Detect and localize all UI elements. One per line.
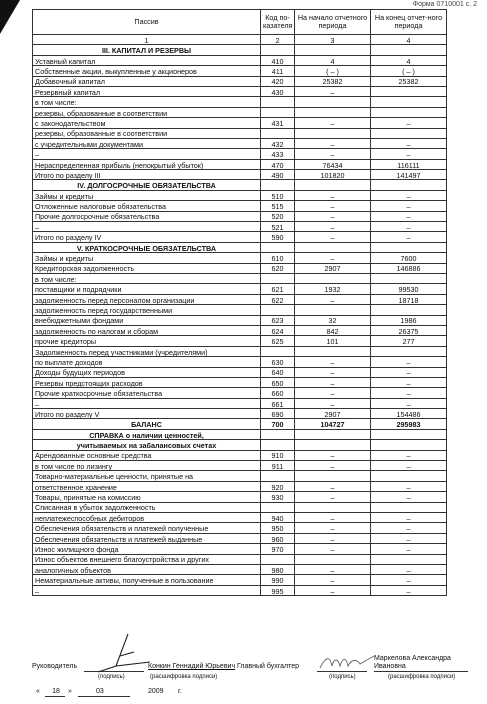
row-start-value: 32 [295, 315, 371, 325]
table-row [33, 170, 447, 180]
table-row [33, 211, 447, 221]
table-row [33, 398, 447, 408]
row-code: 521 [261, 222, 295, 232]
row-code: 623 [261, 315, 295, 325]
row-code [261, 242, 295, 252]
row-code: 990 [261, 575, 295, 585]
date-month-line [78, 696, 130, 697]
row-code: 910 [261, 450, 295, 460]
row-label: Итого по разделу V [33, 409, 261, 419]
row-label: – [33, 222, 261, 232]
row-end-value [371, 128, 447, 138]
row-code [261, 471, 295, 481]
row-code: 640 [261, 367, 295, 377]
row-end-value: – [371, 138, 447, 148]
row-end-value: 4 [371, 55, 447, 65]
row-code: 431 [261, 118, 295, 128]
row-end-value: – [371, 481, 447, 491]
row-end-value: 277 [371, 336, 447, 346]
row-label: Уставный капитал [33, 55, 261, 65]
row-start-value [295, 554, 371, 564]
table-row [33, 357, 447, 367]
table-row [33, 523, 447, 533]
table-row [33, 222, 447, 232]
row-code: 411 [261, 66, 295, 76]
row-end-value: – [371, 232, 447, 242]
row-code [261, 107, 295, 117]
chief-name-line2: Ивановна [374, 663, 406, 670]
row-code: 520 [261, 211, 295, 221]
row-label: Износ жилищного фонда [33, 544, 261, 554]
row-code: 995 [261, 585, 295, 595]
row-label: резервы, образованные в соответствии [33, 107, 261, 117]
chief-label: Главный бухгалтер [237, 663, 299, 670]
row-start-value [295, 471, 371, 481]
row-end-value [371, 305, 447, 315]
row-end-value: – [371, 450, 447, 460]
row-start-value: – [295, 512, 371, 522]
table-row [33, 232, 447, 242]
row-label: Нематериальные активы, полученные в пользование [33, 575, 261, 585]
row-label: Задолженность перед участниками (учредителями) [33, 346, 261, 356]
table-row [33, 107, 447, 117]
row-start-value: 104727 [295, 419, 371, 429]
row-start-value: – [295, 481, 371, 491]
chief-signature-scribble [318, 654, 378, 672]
row-label: Прочие краткосрочные обязательства [33, 388, 261, 398]
table-row [33, 294, 447, 304]
row-label: Займы и кредиты [33, 253, 261, 263]
row-label: с учредительными документами [33, 138, 261, 148]
table-row [33, 201, 447, 211]
row-start-value: 1932 [295, 284, 371, 294]
row-code: 970 [261, 544, 295, 554]
row-label: ответственное хранение [33, 481, 261, 491]
table-row [33, 585, 447, 595]
row-end-value: – [371, 564, 447, 574]
row-start-value: ( – ) [295, 66, 371, 76]
index-cell: 1 [33, 35, 261, 45]
row-code: 690 [261, 409, 295, 419]
row-code: 622 [261, 294, 295, 304]
row-start-value: 25382 [295, 76, 371, 86]
row-label: III. КАПИТАЛ И РЕЗЕРВЫ [33, 45, 261, 55]
table-row [33, 263, 447, 273]
head-caption-decode: (расшифровка подписи) [150, 674, 218, 680]
header-passive: Пассив [33, 10, 261, 35]
table-row [33, 450, 447, 460]
row-label: Прочие долгосрочные обязательства [33, 211, 261, 221]
row-end-value: – [371, 357, 447, 367]
row-start-value [295, 107, 371, 117]
section-row [33, 429, 447, 439]
row-start-value: – [295, 190, 371, 200]
table-row [33, 554, 447, 564]
row-end-value: – [371, 398, 447, 408]
row-code [261, 554, 295, 564]
row-start-value: – [295, 253, 371, 263]
row-end-value [371, 346, 447, 356]
row-label: внебюджетными фондами [33, 315, 261, 325]
row-label: по выплате доходов [33, 357, 261, 367]
row-code: 650 [261, 377, 295, 387]
row-start-value: – [295, 357, 371, 367]
section-row [33, 180, 447, 190]
chief-caption-decode: (расшифровка подписи) [388, 674, 456, 680]
row-end-value [371, 45, 447, 55]
table-row [33, 128, 447, 138]
row-start-value [295, 346, 371, 356]
row-end-value [371, 502, 447, 512]
date-day-line [45, 696, 65, 697]
row-label: в том числе по лизингу [33, 461, 261, 471]
table-row [33, 325, 447, 335]
header-start: На начало отчетного периода [295, 10, 371, 35]
row-code [261, 429, 295, 439]
row-start-value: – [295, 492, 371, 502]
row-start-value: – [295, 523, 371, 533]
row-code: 590 [261, 232, 295, 242]
row-end-value: 1986 [371, 315, 447, 325]
row-code: 960 [261, 533, 295, 543]
table-row [33, 471, 447, 481]
row-code: 661 [261, 398, 295, 408]
table-row [33, 159, 447, 169]
row-end-value: – [371, 533, 447, 543]
row-label: Обеспечения обязательств и платежей полученные [33, 523, 261, 533]
row-start-value [295, 128, 371, 138]
date-quote-close: » [68, 688, 72, 695]
row-code: 430 [261, 86, 295, 96]
table-row [33, 377, 447, 387]
row-start-value: 842 [295, 325, 371, 335]
row-code [261, 97, 295, 107]
row-end-value: 116111 [371, 159, 447, 169]
row-label: – [33, 398, 261, 408]
row-end-value [371, 97, 447, 107]
scan-corner-shadow [0, 0, 20, 34]
row-start-value: – [295, 211, 371, 221]
row-start-value: – [295, 149, 371, 159]
row-label: СПРАВКА о наличии ценностей, [33, 429, 261, 439]
date-month: 03 [96, 688, 104, 695]
row-end-value: – [371, 585, 447, 595]
row-end-value: – [371, 575, 447, 585]
date-day: 18 [52, 688, 60, 695]
row-label: Резервы предстоящих расходов [33, 377, 261, 387]
row-end-value: – [371, 377, 447, 387]
row-end-value: – [371, 149, 447, 159]
table-row [33, 284, 447, 294]
row-code [261, 440, 295, 450]
table-row [33, 55, 447, 65]
row-start-value: – [295, 367, 371, 377]
table-row [33, 512, 447, 522]
row-code: 930 [261, 492, 295, 502]
table-row [33, 575, 447, 585]
row-code: 515 [261, 201, 295, 211]
date-year: 2009 [148, 688, 164, 695]
row-start-value: – [295, 461, 371, 471]
chief-caption-sign: (подпись) [329, 674, 356, 680]
row-code [261, 273, 295, 283]
row-label: учитываемых на забалансовых счетах [33, 440, 261, 450]
section-row [33, 242, 447, 252]
row-start-value: 76434 [295, 159, 371, 169]
row-start-value [295, 180, 371, 190]
form-code: Форма 0710001 с. 2 [412, 1, 477, 8]
row-code: 510 [261, 190, 295, 200]
row-start-value: – [295, 398, 371, 408]
row-end-value: – [371, 367, 447, 377]
row-end-value: 146886 [371, 263, 447, 273]
row-code: 940 [261, 512, 295, 522]
row-code: 470 [261, 159, 295, 169]
row-end-value: – [371, 201, 447, 211]
row-start-value [295, 273, 371, 283]
row-code: 620 [261, 263, 295, 273]
row-label: Товарно-материальные ценности, принятые на [33, 471, 261, 481]
row-code: 410 [261, 55, 295, 65]
row-label: БАЛАНС [33, 419, 261, 429]
table-row [33, 253, 447, 263]
table-row [33, 76, 447, 86]
index-cell: 3 [295, 35, 371, 45]
row-start-value [295, 97, 371, 107]
row-start-value: – [295, 294, 371, 304]
row-label: Доходы будущих периодов [33, 367, 261, 377]
table-row [33, 492, 447, 502]
row-end-value: 154486 [371, 409, 447, 419]
row-end-value: ( – ) [371, 66, 447, 76]
row-end-value [371, 273, 447, 283]
row-label: Собственные акции, выкупленные у акционеров [33, 66, 261, 76]
chief-name-line1: Маркелова Александра [374, 655, 451, 662]
row-start-value: – [295, 450, 371, 460]
index-row [33, 35, 447, 45]
row-start-value [295, 242, 371, 252]
table-row [33, 564, 447, 574]
table-row [33, 66, 447, 76]
head-name: Конкин Геннадий Юрьевич [148, 663, 236, 670]
row-end-value [371, 107, 447, 117]
row-label: задолженность по налогам и сборам [33, 325, 261, 335]
row-code: 433 [261, 149, 295, 159]
row-end-value: 295983 [371, 419, 447, 429]
row-label: Отложенные налоговые обязательства [33, 201, 261, 211]
row-start-value: 101820 [295, 170, 371, 180]
table-row [33, 86, 447, 96]
row-code [261, 128, 295, 138]
row-start-value: – [295, 533, 371, 543]
section-row [33, 45, 447, 55]
row-label: Списанная в убыток задолженность [33, 502, 261, 512]
row-start-value [295, 429, 371, 439]
row-code: 950 [261, 523, 295, 533]
row-start-value [295, 305, 371, 315]
section-row [33, 419, 447, 429]
row-code: 432 [261, 138, 295, 148]
row-end-value: – [371, 523, 447, 533]
row-start-value: – [295, 377, 371, 387]
table-row [33, 138, 447, 148]
table-row [33, 305, 447, 315]
row-end-value: – [371, 388, 447, 398]
row-label: резервы, образованные в соответствии [33, 128, 261, 138]
row-start-value: – [295, 388, 371, 398]
row-label: поставщики и подрядчики [33, 284, 261, 294]
table-row [33, 502, 447, 512]
header-row [33, 10, 447, 35]
table-row [33, 481, 447, 491]
table-row [33, 544, 447, 554]
row-start-value: – [295, 575, 371, 585]
row-start-value: 2907 [295, 263, 371, 273]
row-label: с законодательством [33, 118, 261, 128]
row-code: 490 [261, 170, 295, 180]
head-caption-sign: (подпись) [98, 674, 125, 680]
row-end-value [371, 440, 447, 450]
date-suffix: г. [178, 688, 182, 695]
row-label: Итого по разделу IV [33, 232, 261, 242]
row-end-value: – [371, 222, 447, 232]
row-end-value: 26375 [371, 325, 447, 335]
row-label: неплатежеспособных дебиторов [33, 512, 261, 522]
row-code [261, 346, 295, 356]
row-label: задолженность перед государственными [33, 305, 261, 315]
row-code: 980 [261, 564, 295, 574]
row-start-value: – [295, 86, 371, 96]
row-label: IV. ДОЛГОСРОЧНЫЕ ОБЯЗАТЕЛЬСТВА [33, 180, 261, 190]
row-end-value: 18718 [371, 294, 447, 304]
table-row [33, 190, 447, 200]
head-label: Руководитель [32, 663, 78, 670]
row-code [261, 305, 295, 315]
header-end: На конец отчет-ного периода [371, 10, 447, 35]
row-end-value [371, 471, 447, 481]
row-label: Кредиторская задолженность [33, 263, 261, 273]
row-end-value [371, 86, 447, 96]
table-row [33, 273, 447, 283]
index-cell: 4 [371, 35, 447, 45]
row-label: – [33, 585, 261, 595]
row-code: 625 [261, 336, 295, 346]
row-end-value: – [371, 118, 447, 128]
index-cell: 2 [261, 35, 295, 45]
row-end-value: – [371, 512, 447, 522]
row-label: прочие кредиторы [33, 336, 261, 346]
row-end-value: – [371, 190, 447, 200]
row-start-value: – [295, 544, 371, 554]
row-start-value: – [295, 201, 371, 211]
row-end-value: 141497 [371, 170, 447, 180]
table-row [33, 97, 447, 107]
row-label: Износ объектов внешнего благоустройства и других [33, 554, 261, 564]
table-row [33, 367, 447, 377]
date-quote-open: « [36, 688, 40, 695]
row-label: в том числе: [33, 97, 261, 107]
row-code: 630 [261, 357, 295, 367]
row-code: 420 [261, 76, 295, 86]
row-label: Товары, принятые на комиссию [33, 492, 261, 502]
row-end-value: – [371, 544, 447, 554]
row-label: аналогичных объектов [33, 564, 261, 574]
balance-table [32, 9, 447, 596]
table-row [33, 409, 447, 419]
row-end-value: 99530 [371, 284, 447, 294]
row-label: Итого по разделу III [33, 170, 261, 180]
row-label: Нераспределенная прибыль (непокрытый убыток) [33, 159, 261, 169]
table-row [33, 461, 447, 471]
row-code: 700 [261, 419, 295, 429]
row-start-value: 2907 [295, 409, 371, 419]
row-label: Займы и кредиты [33, 190, 261, 200]
row-end-value: 7600 [371, 253, 447, 263]
row-end-value [371, 242, 447, 252]
row-start-value: – [295, 222, 371, 232]
row-label: Обеспечения обязательств и платежей выданные [33, 533, 261, 543]
chief-decode-line [374, 671, 468, 672]
row-code: 610 [261, 253, 295, 263]
row-end-value: – [371, 492, 447, 502]
row-start-value: – [295, 118, 371, 128]
row-start-value: – [295, 585, 371, 595]
row-end-value: – [371, 211, 447, 221]
header-code: Код по-казателя [261, 10, 295, 35]
row-label: – [33, 149, 261, 159]
row-start-value: 101 [295, 336, 371, 346]
row-label: в том числе: [33, 273, 261, 283]
row-end-value: – [371, 461, 447, 471]
table-row [33, 149, 447, 159]
row-code [261, 502, 295, 512]
table-row [33, 315, 447, 325]
row-end-value: 25382 [371, 76, 447, 86]
row-start-value: – [295, 564, 371, 574]
row-label: Добавочный капитал [33, 76, 261, 86]
row-label: задолженность перед персоналом организации [33, 294, 261, 304]
row-label: Резервный капитал [33, 86, 261, 96]
table-row [33, 388, 447, 398]
row-code [261, 180, 295, 190]
row-code: 911 [261, 461, 295, 471]
table-row [33, 533, 447, 543]
row-end-value [371, 180, 447, 190]
row-code: 624 [261, 325, 295, 335]
row-start-value [295, 440, 371, 450]
row-start-value: – [295, 138, 371, 148]
table-body [33, 45, 447, 596]
row-start-value [295, 45, 371, 55]
row-code: 660 [261, 388, 295, 398]
row-start-value [295, 502, 371, 512]
row-end-value [371, 429, 447, 439]
row-code: 621 [261, 284, 295, 294]
row-code [261, 45, 295, 55]
row-label: Арендованные основные средства [33, 450, 261, 460]
row-end-value [371, 554, 447, 564]
row-code: 920 [261, 481, 295, 491]
row-start-value: – [295, 232, 371, 242]
table-row [33, 118, 447, 128]
row-label: V. КРАТКОСРОЧНЫЕ ОБЯЗАТЕЛЬСТВА [33, 242, 261, 252]
table-row [33, 346, 447, 356]
row-start-value: 4 [295, 55, 371, 65]
table-row [33, 336, 447, 346]
section-row [33, 440, 447, 450]
